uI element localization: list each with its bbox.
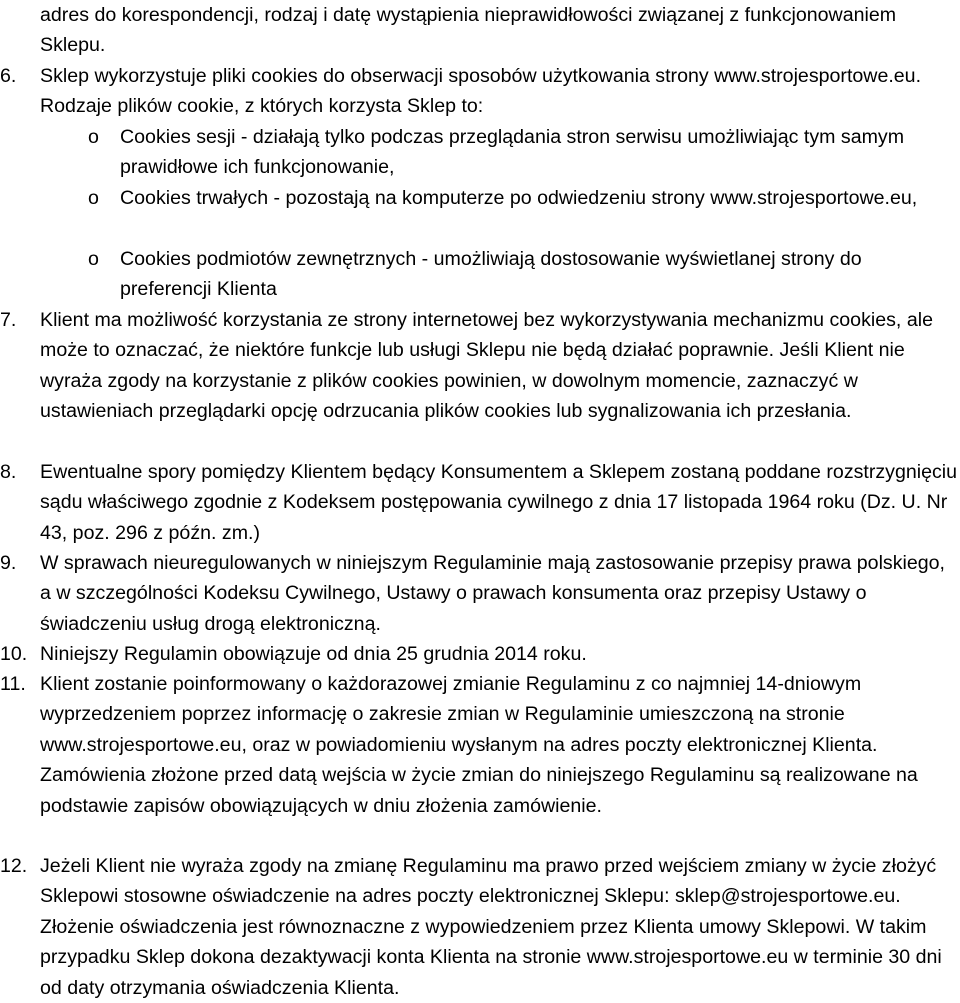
item-text: Jeżeli Klient nie wyraża zgody na zmianę Regulaminu ma prawo przed wejściem zmiany w życie złożyć Sklepowi stosowne oświadczenie na adres poczty elektronicznej Sklepu: sklep@strojesportowe.eu. Złożenie oświadczenia jest równoznaczne z wypowiedzeniem przez Klienta umowy Sklepowi. W takim przypadku Sklep dokona dezaktywacji konta Klienta na stronie www.strojesportowe.eu w terminie 30 dni od daty otrzymania oświadczenia Klienta. — [40, 855, 942, 999]
item-text: Niniejszy Regulamin obowiązuje od dnia 25 grudnia 2014 roku. — [40, 643, 587, 665]
sub-item-text: Cookies sesji - działają tylko podczas przeglądania stron serwisu umożliwiając tym samym prawidłowe ich funkcjonowanie, — [120, 126, 905, 179]
item-number: 7. — [0, 309, 17, 331]
bullet-icon: o — [88, 248, 99, 270]
item-number: 11. — [0, 673, 26, 695]
item-number: 9. — [0, 552, 17, 574]
item-number: 8. — [0, 461, 17, 483]
item-text: Klient zostanie poinformowany o każdorazowej zmianie Regulaminu z co najmniej 14-dniowym wyprzedzeniem poprzez informację o zakresie zmian w Regulaminie umieszczoną na stronie www.strojesportowe.eu, oraz w powiadomieniu wysłanym na adres poczty elektronicznej Klienta. Zamówienia złożone przed datą wejścia w życie zmian do niniejszego Regulaminu są realizowane na podstawie zapisów obowiązujących w dniu złożenia zamówienie. — [40, 673, 918, 817]
item-text: Ewentualne spory pomiędzy Klientem będący Konsumentem a Sklepem zostaną poddane rozstrzygnięciu sądu właściwego zgodnie z Kodeksem postępowania cywilnego z dnia 17 listopada 1964 roku (Dz. U. Nr 43, poz. 296 z późn. zm.) — [40, 461, 958, 544]
item-number: 12. — [0, 855, 28, 877]
item-number: 6. — [0, 65, 17, 87]
item-text: Sklep wykorzystuje pliki cookies do obserwacji sposobów użytkowania strony www.strojesportowe.eu. Rodzaje plików cookie, z których korzysta Sklep to: — [40, 65, 922, 118]
item-text: Klient ma możliwość korzystania ze strony internetowej bez wykorzystywania mechanizmu cookies, ale może to oznaczać, że niektóre funkcje lub usługi Sklepu nie będą działać poprawnie. Jeśli Klient nie wyraża zgody na korzystanie z plików cookies powinien, w dowolnym momencie, zaznaczyć w ustawieniach przeglądarki opcję odrzucania plików cookies lub sygnalizowania ich przesłania. — [40, 309, 933, 423]
continuation-paragraph: adres do korespondencji, rodzaj i datę wystąpienia nieprawidłowości związanej z funkcjonowaniem Sklepu. — [40, 4, 897, 57]
bullet-icon: o — [88, 126, 99, 148]
item-text: W sprawach nieuregulowanych w niniejszym Regulaminie mają zastosowanie przepisy prawa polskiego, a w szczególności Kodeksu Cywilnego, Ustawy o prawach konsumenta oraz przepisy Ustawy o świadczeniu usług drogą elektroniczną. — [40, 552, 946, 635]
sub-item-text: Cookies trwałych - pozostają na komputerze po odwiedzeniu strony www.strojesportowe.eu, — [120, 187, 918, 209]
sub-item-text: Cookies podmiotów zewnętrznych - umożliwiają dostosowanie wyświetlanej strony do preferencji Klienta — [120, 248, 862, 301]
item-number: 10. — [0, 643, 28, 665]
bullet-icon: o — [88, 187, 99, 209]
